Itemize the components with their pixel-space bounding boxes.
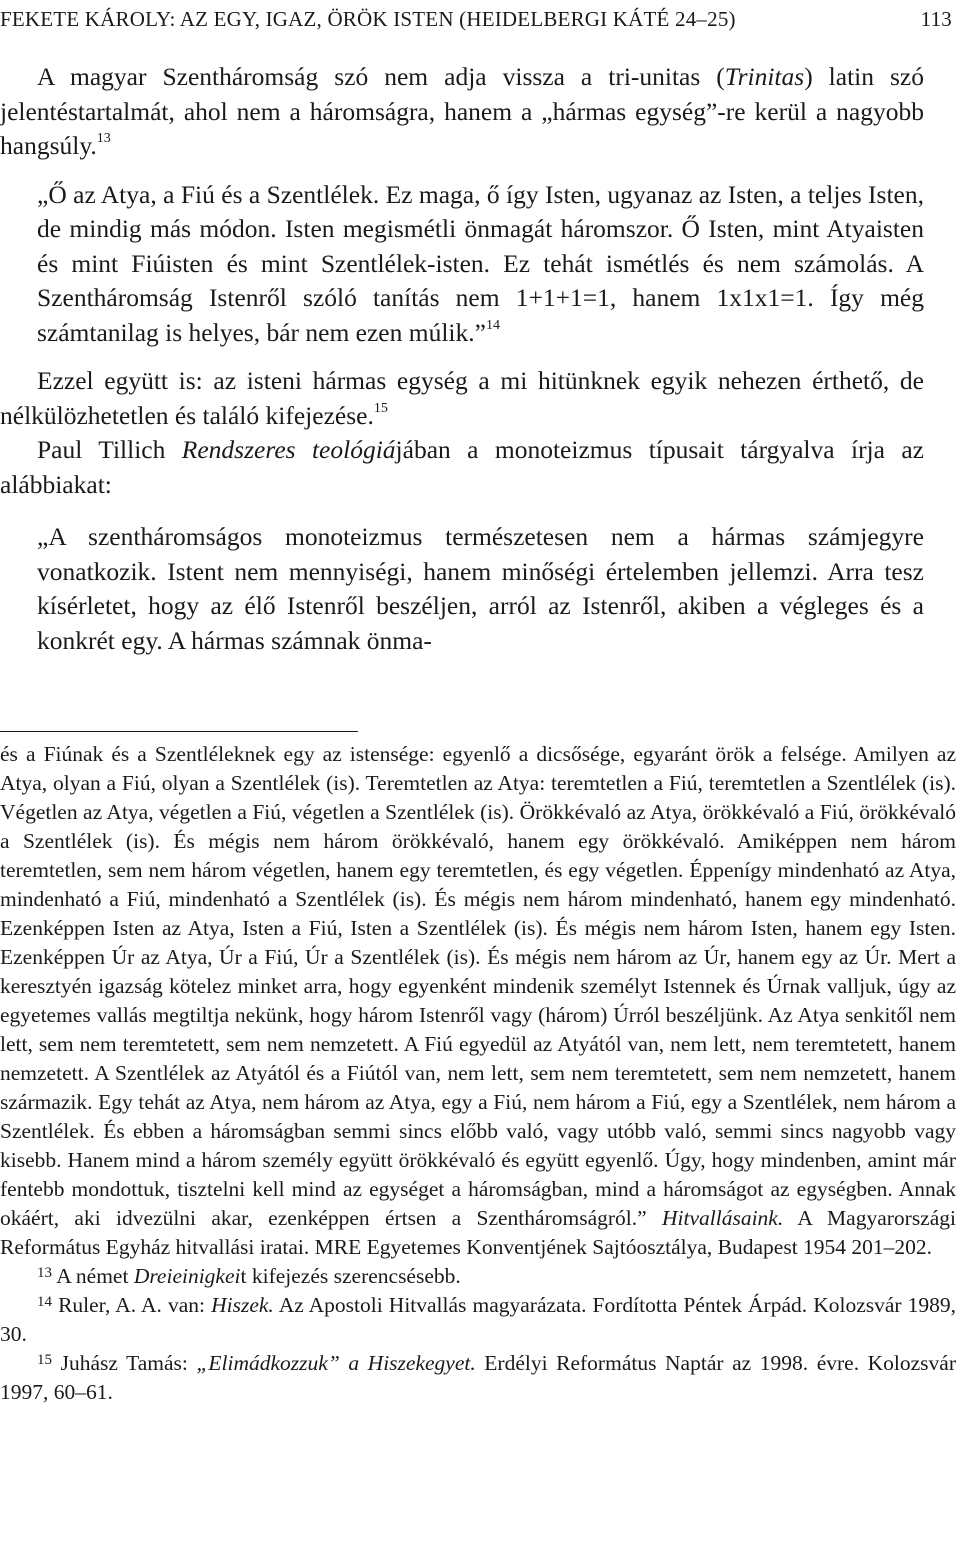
italic-title: „Elimádkozzuk” a Hiszekegyet. bbox=[196, 1351, 476, 1375]
text-run: „Ő az Atya, a Fiú és a Szentlélek. Ez maga, ő így Isten, ugyanaz az Isten, a teljes Isten, de mindig más módon. Isten megismétli önmagát háromszor. Ő Isten, mint Atyaisten és mint Fiúisten és mint Szentlélek-isten. Ez tehát ismétlés és nem számolás. A Szentháromság Istenről szóló tanítás nem 1+1+1=1, hanem 1x1x1=1. Így még számtanilag is helyes, bár nem ezen múlik.” bbox=[37, 179, 924, 347]
italic-title: Rendszeres teológiá bbox=[181, 435, 396, 464]
text-run: jában a monoteizmus típusait tárgyalva írja az alábbiakat: bbox=[0, 435, 925, 499]
footnote-ref-15[interactable]: 15 bbox=[373, 400, 388, 416]
footnote-ref-13[interactable]: 13 bbox=[96, 131, 111, 146]
footnote-number: 13 bbox=[37, 1265, 52, 1281]
italic-term: Dreieinigkei bbox=[133, 1264, 241, 1288]
text-run: ) latin szó jelentéstartalmát, ahol nem a háromságra, hanem a „hármas egység”-re kerül a nagyobb hangsúly. bbox=[0, 62, 924, 160]
running-title: FEKETE KÁROLY: AZ EGY, IGAZ, ÖRÖK ISTEN (HEIDELBERGI KÁTÉ 24–25) bbox=[0, 7, 736, 31]
text-run: Ruler, A. A. van: bbox=[58, 1293, 212, 1317]
footnote-separator bbox=[0, 731, 358, 732]
footnote-number: 15 bbox=[37, 1352, 52, 1368]
page-header bbox=[0, 6, 956, 32]
quote-text bbox=[37, 178, 924, 351]
footnote-continued bbox=[0, 740, 956, 1262]
text-run: Az Apostoli Hitvallás magyarázata. Fordította Péntek Árpád. Kolozsvár 1989, 30. bbox=[0, 1293, 957, 1346]
paragraph-summary bbox=[0, 364, 924, 433]
text-run: és a Fiúnak és a Szentléleknek egy az istensége: egyenlő a dicsősége, egyaránt örök a felsége. Amilyen az Atya, olyan a Fiú, olyan a Szentlélek (is). Teremtetlen az Atya: teremtetlen a Fiú, teremtetlen a Szentlélek (is). Végetlen az Atya, végetlen a Fiú, végetlen a Szentlélek (is). Örökkévaló az Atya, örökkévaló a Fiú, örökkévaló a Szentlélek (is). És mégis nem három örökkévaló, hanem egy örökkévaló. Amiképpen nem három teremtetlen, sem nem három végetlen, hanem egy teremtetlen, és egy végetlen. Éppenígy mindenható az Atya, mindenható a Fiú, mindenható a Szentlélek (is). És mégis nem három mindenható, hanem egy mindenható. Ezenképpen Isten az Atya, Isten a Fiú, Isten a Szentlélek (is). És mégis nem három Isten, hanem egy Isten. Ezenképpen Úr az Atya, Úr a Fiú, Úr a Szentlélek (is). És mégis nem három az Úr, hanem egy az Úr. Mert a keresztyén igazság kötelez minket arra, hogy egyenként mindenik személyt Istennek és Úrnak valljuk, úgy az egyetemes vallás megtiltja nekünk, hogy három Istenről vagy (három) Úrról beszéljünk. Az Atya senkitől nem lett, sem nem teremtetett, sem nem nemzetett. A Fiú egyedül az Atyától van, nem lett, nem teremtetett, hanem nemzetett. A Szentlélek az Atyától és a Fiútól van, nem lett, sem nem teremtetett, sem nem nemzetett, hanem származik. Egy tehát az Atya, nem három az Atya, egy a Fiú, nem három a Fiú, egy a Szentlélek, nem három a Szentlélek. És ebben a háromságban semmi sincs előbb való, vagy utóbb való, semmi sincs nagyobb vagy kisebb. Hanem mind a három személy együtt örökkévaló és együtt egyenlő. Úgy, hogy mindenben, amint már fentebb mondottuk, tisztelni kell mind az egységet a háromságban, mind a háromságot az egységben. Annak okáért, aki idvezülni akar, ezenképpen értsen a Szentháromságról.” bbox=[0, 742, 956, 1230]
italic-title: Hitvallásaink. bbox=[662, 1206, 784, 1230]
page-number: 113 bbox=[920, 7, 952, 31]
text-run: A magyar Szentháromság szó nem adja vissza a tri-unitas ( bbox=[37, 62, 725, 91]
footnotes bbox=[0, 740, 956, 1407]
main-text bbox=[0, 60, 924, 658]
block-quote-tillich bbox=[0, 520, 924, 658]
text-run: Ezzel együtt is: az isteni hármas egység a mi hitünknek egyik nehezen érthető, de nélkülözhetetlen és találó kifejezése. bbox=[0, 366, 924, 430]
footnote-13 bbox=[0, 1262, 956, 1291]
footnote-number: 14 bbox=[37, 1294, 52, 1310]
text-run: Paul Tillich bbox=[37, 435, 182, 464]
paragraph-trinitas bbox=[0, 60, 924, 164]
text-run: A Magyarországi Református Egyház hitvallási iratai. MRE Egyetemes Konventjének Sajtóosztálya, Budapest 1954 201–202. bbox=[0, 1206, 956, 1259]
text-run: Erdélyi Református Naptár az 1998. évre. Kolozsvár 1997, 60–61. bbox=[0, 1351, 956, 1404]
text-run: A német bbox=[56, 1264, 134, 1288]
text-run: t kifejezés szerencsésebb. bbox=[240, 1264, 461, 1288]
text-run: Juhász Tamás: bbox=[60, 1351, 197, 1375]
paragraph-tillich bbox=[0, 433, 924, 502]
italic-title: Hiszek. bbox=[211, 1293, 274, 1317]
block-quote-barth bbox=[0, 178, 924, 351]
quote-text: „A szentháromságos monoteizmus természetesen nem a hármas számjegyre vonatkozik. Istent nem mennyiségi, hanem minőségi értelemben jellemzi. Arra tesz kísérletet, hogy az élő Istenről beszéljen, arról az Istenről, akiben a végleges és a konkrét egy. A hármas számnak önma- bbox=[37, 522, 924, 655]
footnote-14 bbox=[0, 1291, 956, 1349]
footnote-15 bbox=[0, 1349, 956, 1407]
footnote-ref-14[interactable]: 14 bbox=[485, 317, 500, 333]
italic-term: Trinitas bbox=[724, 62, 805, 91]
